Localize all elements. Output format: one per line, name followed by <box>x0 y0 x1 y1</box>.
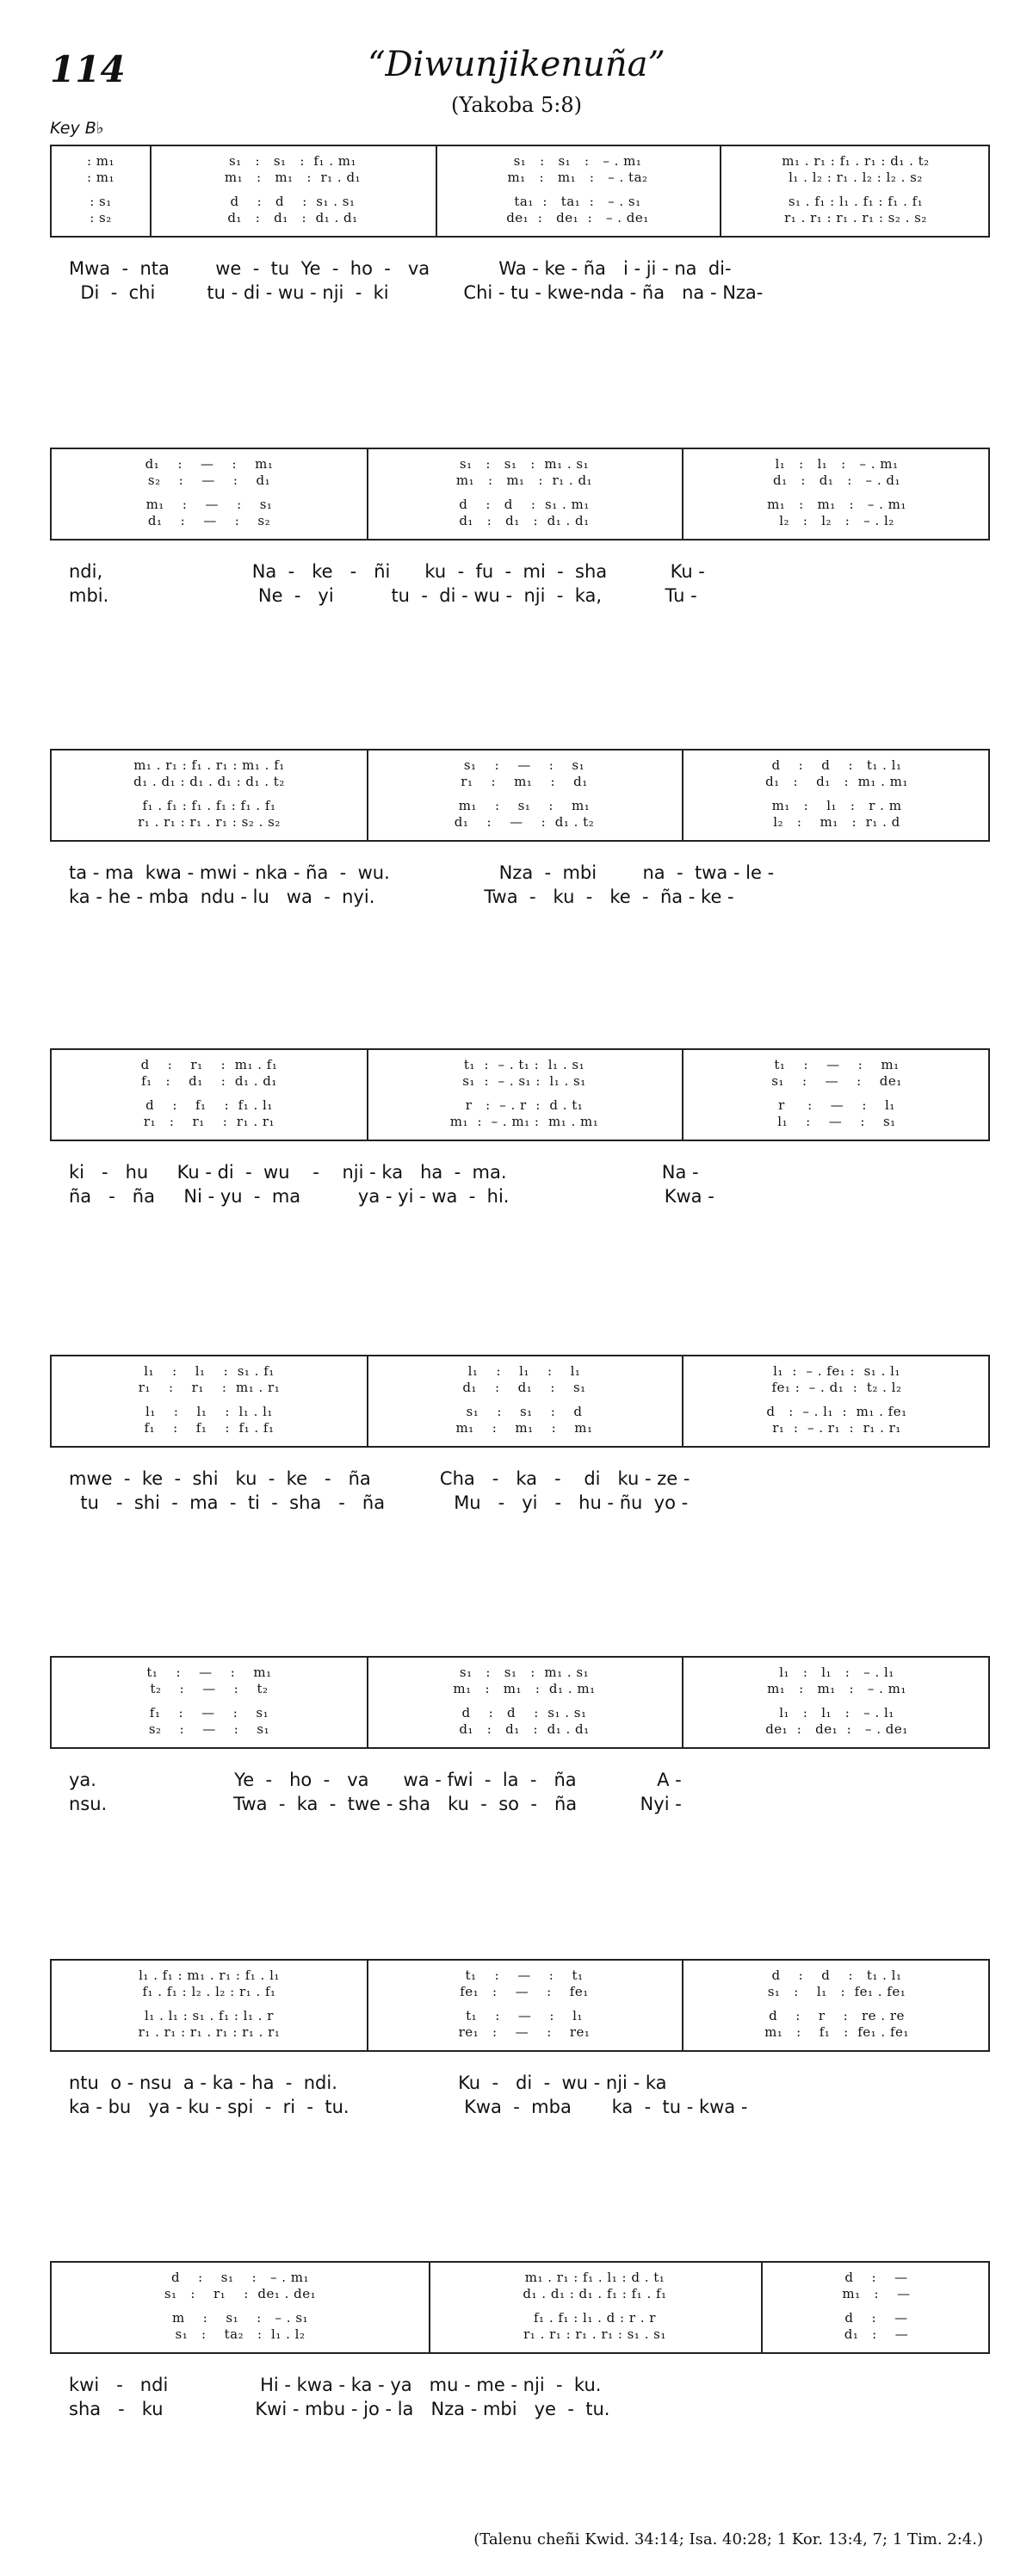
solfa-voice-line: m₁ : f₁ : fe₁ . fe₁ <box>764 2024 909 2040</box>
solfa-voice-line: m₁ : m₁ : r₁ . d₁ <box>455 473 593 488</box>
solfa-voice-line: l₁ : l₁ : s₁ . f₁ <box>144 1363 275 1379</box>
solfa-voice-line: d₁ . d₁ : d₁ . d₁ : d₁ . t₂ <box>133 774 285 789</box>
solfa-voice-line: m : s₁ : – . s₁ <box>171 2310 309 2326</box>
solfa-voice-line: s₁ : s₁ : m₁ . s₁ <box>459 456 590 472</box>
lyric-line: nsu. Twa - ka - twe - sha ku - so - ña Nyi - <box>69 1794 682 1814</box>
solfa-voice-line: m₁ : – . m₁ : m₁ . m₁ <box>449 1114 599 1129</box>
barline <box>367 1356 368 1446</box>
barline <box>367 751 368 840</box>
solfa-voice-line: l₂ : l₂ : – . l₂ <box>779 513 894 528</box>
solfa-voice-line: r₁ : r₁ : m₁ . r₁ <box>138 1380 281 1395</box>
solfa-voice-line: d : d : s₁ . m₁ <box>459 497 590 512</box>
lyric-line: ka - he - mba ndu - lu wa - nyi. Twa - ku - ke - ña - ke - <box>69 886 734 907</box>
solfa-voice-line: d : d : s₁ . s₁ <box>461 1705 587 1720</box>
solfa-voice-line: m₁ : s₁ : m₁ <box>458 798 591 813</box>
solfa-voice-line: m₁ : m₁ : – . m₁ <box>767 1681 906 1696</box>
solfa-voice-line: f₁ : f₁ : f₁ . f₁ <box>144 1420 275 1436</box>
score-system <box>50 2261 990 2354</box>
scripture-reference: (Yakoba 5:8) <box>451 93 582 117</box>
key-signature: Key B♭ <box>50 119 104 138</box>
solfa-voice-line: s₁ : ta₂ : l₁ . l₂ <box>175 2326 306 2342</box>
solfa-voice-line: : m₁ <box>86 153 115 169</box>
lyric-line: ndi, Na - ke - ñi ku - fu - mi - sha Ku - <box>69 561 705 582</box>
score-system <box>50 749 990 842</box>
solfa-voice-line: d₁ : d₁ : s₁ <box>462 1380 586 1395</box>
lyric-line: ta - ma kwa - mwi - nka - ña - wu. Nza - mbi na - twa - le - <box>69 862 775 883</box>
lyric-line: ki - hu Ku - di - wu - nji - ka ha - ma. Na - <box>69 1162 699 1183</box>
solfa-voice-line: f₁ . f₁ : l₂ . l₂ : r₁ . f₁ <box>142 1984 276 1999</box>
lyric-line: ka - bu ya - ku - spi - ri - tu. Kwa - mba ka - tu - kwa - <box>69 2097 748 2117</box>
lyric-line: Mwa - nta we - tu Ye - ho - va Wa - ke - ña i - ji - na di- <box>69 258 732 279</box>
solfa-voice-line: t₁ : – . t₁ : l₁ . s₁ <box>463 1057 585 1072</box>
solfa-voice-line: s₁ : — : de₁ <box>771 1073 902 1089</box>
solfa-voice-line: f₁ : d₁ : d₁ . d₁ <box>141 1073 277 1089</box>
solfa-voice-line: d : — <box>844 2310 908 2326</box>
solfa-voice-line: r : – . r : d . t₁ <box>465 1097 584 1113</box>
solfa-voice-line: l₂ : m₁ : r₁ . d <box>773 814 900 830</box>
score-system <box>50 1656 990 1749</box>
footnote-references: (Talenu cheñi Kwid. 34:14; Isa. 40:28; 1 Kor. 13:4, 7; 1 Tim. 2:4.) <box>473 2530 983 2548</box>
solfa-voice-line: r : — : l₁ <box>778 1097 895 1113</box>
solfa-voice-line: l₁ : l₁ : – . l₁ <box>779 1705 894 1720</box>
solfa-voice-line: m₁ . r₁ : f₁ . r₁ : d₁ . t₂ <box>782 153 930 169</box>
solfa-voice-line: d₁ . d₁ : d₁ . f₁ : f₁ . f₁ <box>523 2286 667 2301</box>
solfa-voice-line: r₁ : m₁ : d₁ <box>461 774 588 789</box>
barline <box>150 146 152 236</box>
solfa-voice-line: d : d : t₁ . l₁ <box>771 757 902 773</box>
solfa-voice-line: l₁ : l₁ : l₁ . l₁ <box>145 1404 273 1419</box>
solfa-voice-line: : m₁ <box>86 170 115 185</box>
solfa-voice-line: l₁ . f₁ : m₁ . r₁ : f₁ . l₁ <box>139 1968 280 1983</box>
score-system <box>50 145 990 238</box>
barline <box>682 1961 684 2050</box>
lyric-line: tu - shi - ma - ti - sha - ña Mu - yi - hu - ñu yo - <box>69 1492 689 1513</box>
solfa-voice-line: d : f₁ : f₁ . l₁ <box>145 1097 273 1113</box>
solfa-voice-line: : s₂ <box>90 210 112 225</box>
solfa-voice-line: t₁ : — : m₁ <box>146 1665 272 1680</box>
solfa-voice-line: d : d : s₁ . s₁ <box>230 194 356 209</box>
solfa-voice-line: s₁ : s₁ : f₁ . m₁ <box>228 153 357 169</box>
solfa-voice-line: s₁ : s₁ : d <box>466 1404 583 1419</box>
solfa-voice-line: l₁ : l₁ : l₁ <box>467 1363 581 1379</box>
score-system <box>50 1355 990 1448</box>
solfa-voice-line: f₁ . f₁ : l₁ . d : r . r <box>534 2310 656 2326</box>
barline <box>682 449 684 539</box>
solfa-voice-line: m₁ : l₁ : r . m <box>771 798 902 813</box>
solfa-voice-line: d₁ : — : d₁ . t₂ <box>454 814 595 830</box>
solfa-voice-line: d₁ : d₁ : m₁ . m₁ <box>765 774 908 789</box>
score-system <box>50 1959 990 2052</box>
solfa-voice-line: s₁ : — : s₁ <box>463 757 585 773</box>
barline <box>436 146 437 236</box>
solfa-voice-line: d : r₁ : m₁ . f₁ <box>140 1057 278 1072</box>
solfa-voice-line: r₁ . r₁ : r₁ . r₁ : s₂ . s₂ <box>138 814 281 830</box>
solfa-voice-line: m₁ : m₁ : r₁ . d₁ <box>224 170 362 185</box>
solfa-voice-line: d₁ : d₁ : d₁ . d₁ <box>459 513 590 528</box>
solfa-voice-line: m₁ . r₁ : f₁ . r₁ : m₁ . f₁ <box>133 757 285 773</box>
solfa-voice-line: f₁ : — : s₁ <box>149 1705 269 1720</box>
solfa-voice-line: fe₁ : — : fe₁ <box>460 1984 589 1999</box>
lyric-line: mwe - ke - shi ku - ke - ña Cha - ka - di ku - ze - <box>69 1468 690 1489</box>
lyric-line: sha - ku Kwi - mbu - jo - la Nza - mbi ye - tu. <box>69 2399 610 2419</box>
barline <box>682 751 684 840</box>
barline <box>367 1658 368 1747</box>
solfa-voice-line: r₁ . r₁ : r₁ . r₁ : r₁ . r₁ <box>138 2024 281 2040</box>
solfa-voice-line: de₁ : de₁ : – . de₁ <box>506 210 649 225</box>
solfa-voice-line: r₁ : – . r₁ : r₁ . r₁ <box>772 1420 901 1436</box>
solfa-voice-line: l₁ : l₁ : – . l₁ <box>779 1665 894 1680</box>
solfa-voice-line: l₁ . l₁ : s₁ . f₁ : l₁ . r <box>145 2008 274 2023</box>
solfa-voice-line: d₁ : d₁ : d₁ . d₁ <box>459 1721 590 1737</box>
barline <box>761 2263 763 2352</box>
solfa-voice-line: s₁ : s₁ : m₁ . s₁ <box>459 1665 590 1680</box>
solfa-voice-line: s₁ : r₁ : de₁ . de₁ <box>164 2286 317 2301</box>
solfa-voice-line: m₁ : — : s₁ <box>145 497 273 512</box>
solfa-voice-line: d : – . l₁ : m₁ . fe₁ <box>766 1404 907 1419</box>
solfa-voice-line: m₁ : — <box>842 2286 911 2301</box>
barline <box>429 2263 430 2352</box>
solfa-voice-line: fe₁ : – . d₁ : t₂ . l₂ <box>771 1380 902 1395</box>
solfa-voice-line: m₁ : m₁ : m₁ <box>455 1420 593 1436</box>
solfa-voice-line: ta₁ : ta₁ : – . s₁ <box>514 194 641 209</box>
solfa-voice-line: l₁ : — : s₁ <box>777 1114 896 1129</box>
solfa-voice-line: d : d : t₁ . l₁ <box>771 1968 902 1983</box>
solfa-voice-line: l₁ . l₂ : r₁ . l₂ : l₂ . s₂ <box>789 170 923 185</box>
hymn-title: “Diwunjikenuña” <box>368 45 665 84</box>
solfa-voice-line: d₁ : d₁ : – . d₁ <box>773 473 900 488</box>
lyric-line: kwi - ndi Hi - kwa - ka - ya mu - me - nji - ku. <box>69 2375 602 2395</box>
solfa-voice-line: t₂ : — : t₂ <box>150 1681 269 1696</box>
solfa-voice-line: s₂ : — : d₁ <box>147 473 271 488</box>
solfa-voice-line: s₁ : – . s₁ : l₁ . s₁ <box>462 1073 586 1089</box>
barline <box>682 1658 684 1747</box>
solfa-voice-line: re₁ : — : re₁ <box>458 2024 591 2040</box>
solfa-voice-line: f₁ . f₁ : f₁ . f₁ : f₁ . f₁ <box>142 798 276 813</box>
barline <box>367 449 368 539</box>
barline <box>367 1961 368 2050</box>
solfa-voice-line: s₁ : l₁ : fe₁ . fe₁ <box>767 1984 906 1999</box>
solfa-voice-line: d : — <box>844 2270 908 2285</box>
solfa-voice-line: l₁ : – . fe₁ : s₁ . l₁ <box>773 1363 900 1379</box>
solfa-voice-line: t₁ : — : l₁ <box>466 2008 583 2023</box>
score-system <box>50 1048 990 1141</box>
solfa-voice-line: l₁ : l₁ : – . m₁ <box>775 456 899 472</box>
solfa-voice-line: d₁ : d₁ : d₁ . d₁ <box>227 210 358 225</box>
solfa-voice-line: t₁ : — : m₁ <box>774 1057 900 1072</box>
lyric-line: ña - ña Ni - yu - ma ya - yi - wa - hi. Kwa - <box>69 1186 714 1207</box>
lyric-line: Di - chi tu - di - wu - nji - ki Chi - tu - kwe-nda - ña na - Nza- <box>69 282 764 303</box>
barline <box>682 1356 684 1446</box>
lyric-line: ntu o - nsu a - ka - ha - ndi. Ku - di - wu - nji - ka <box>69 2073 667 2093</box>
solfa-voice-line: t₁ : — : t₁ <box>465 1968 584 1983</box>
solfa-voice-line: d₁ : — : m₁ <box>145 456 274 472</box>
solfa-voice-line: s₁ . f₁ : l₁ . f₁ : f₁ . f₁ <box>788 194 924 209</box>
solfa-voice-line: : s₁ <box>90 194 112 209</box>
solfa-voice-line: m₁ : m₁ : d₁ . m₁ <box>453 1681 596 1696</box>
solfa-voice-line: d : s₁ : – . m₁ <box>171 2270 309 2285</box>
score-system <box>50 448 990 541</box>
barline <box>367 1050 368 1140</box>
lyric-line: ya. Ye - ho - va wa - fwi - la - ña A - <box>69 1770 682 1790</box>
solfa-voice-line: s₁ : s₁ : – . m₁ <box>513 153 642 169</box>
solfa-voice-line: s₂ : — : s₁ <box>148 1721 270 1737</box>
lyric-line: mbi. Ne - yi tu - di - wu - nji - ka, Tu - <box>69 585 697 606</box>
solfa-voice-line: de₁ : de₁ : – . de₁ <box>765 1721 908 1737</box>
solfa-voice-line: m₁ : m₁ : – . m₁ <box>767 497 906 512</box>
solfa-voice-line: d₁ : — : s₂ <box>147 513 271 528</box>
barline <box>720 146 721 236</box>
solfa-voice-line: r₁ . r₁ : r₁ . r₁ : s₂ . s₂ <box>784 210 927 225</box>
solfa-voice-line: m₁ : m₁ : – . ta₂ <box>507 170 648 185</box>
solfa-voice-line: r₁ : r₁ : r₁ . r₁ <box>143 1114 275 1129</box>
solfa-voice-line: m₁ . r₁ : f₁ . l₁ : d . t₁ <box>524 2270 665 2285</box>
solfa-voice-line: r₁ . r₁ : r₁ . r₁ : s₁ . s₁ <box>523 2326 666 2342</box>
solfa-voice-line: d : r : re . re <box>769 2008 905 2023</box>
hymn-number: 114 <box>50 48 126 90</box>
solfa-voice-line: d₁ : — <box>844 2326 909 2342</box>
barline <box>682 1050 684 1140</box>
